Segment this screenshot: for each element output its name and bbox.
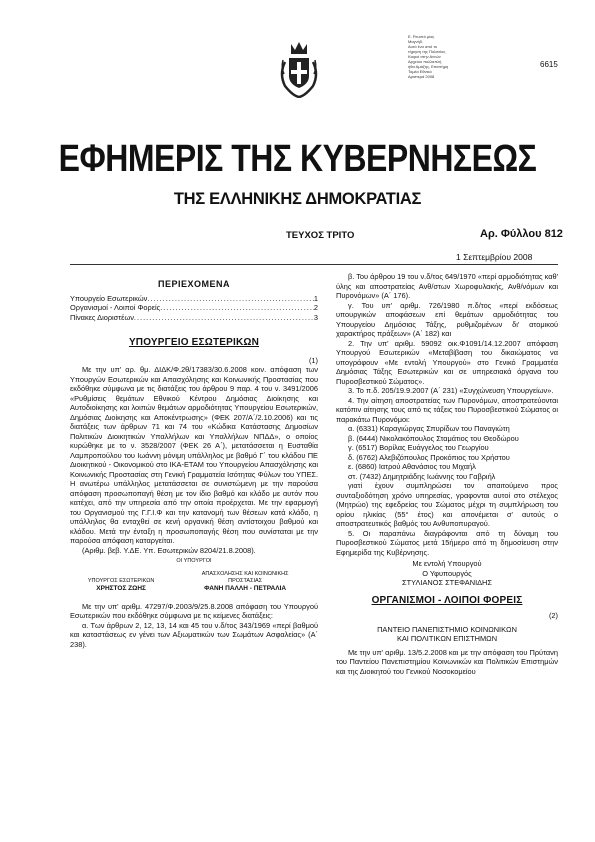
list-item: γ. (6517) Βορίλας Ευάγγελος του Γεωργίου — [348, 443, 489, 452]
order-line: Με εντολή Υπουργού — [412, 559, 482, 568]
decision-text: α. Των άρθρων 2, 12, 13, 14 και 45 του ν.δ/τος 343/1969 «περί βαθμού και καταστάσεως εν γένει των Αξιωματικών των Σωμάτων Ασφαλείας» (Α΄ 238). — [70, 620, 318, 649]
decision-text: 3. Το π.δ. 205/19.9.2007 (Α΄ 231) «Συγχώνευση Υπουργείων». — [348, 386, 554, 395]
decision-text: β. Του άρθρου 19 του ν.δ/τος 649/1970 «περί αρμοδιότητας καθ' ύλης και αποστρατείας Ανθ/στων Χωροφυλακής, Ανθ/νόμων και Πυρονόμων» (Α΄ 176). — [336, 272, 558, 300]
stamp-line: τήρηση της Πολιτείας — [408, 49, 446, 54]
signature-name: ΧΡΗΣΤΟΣ ΖΩΗΣ — [96, 584, 146, 592]
stamp-line: Αριστερά 2008 — [408, 74, 435, 79]
coat-of-arms-emblem — [277, 40, 321, 98]
signature-name: ΦΑΝΗ ΠΑΛΛΗ - ΠΕΤΡΑΛΙΑ — [204, 584, 287, 592]
toc-item-label: Υπουργείο Εσωτερικών — [70, 293, 148, 303]
signatures — [70, 571, 318, 592]
list-item: α. (6331) Καραγιώργας Σπυρίδων του Παναγιώτη — [348, 424, 510, 433]
stamp-line: Καιροί στην Αντών — [408, 54, 441, 59]
issue-type: ΤΕΥΧΟΣ ΤΡΙΤΟ — [286, 230, 355, 241]
printer-stamp — [408, 34, 498, 79]
gazette-title: ΕΦΗΜΕΡΙΣ ΤΗΣ ΚΥΒΕΡΝΗΣΕΩΣ — [58, 136, 537, 180]
toc-title: ΠΕΡΙΕΧΟΜΕΝΑ — [157, 279, 230, 289]
stamp-line: Μαγνήδ. — [408, 39, 424, 44]
toc-item[interactable] — [70, 303, 318, 313]
decision-text: Με την υπ' αρ. θμ. ΔΙΔΚ/Φ.2θ/17383/30.6.2008 κοιν. απόφαση των Υπουργών Εσωτερικών και Απασχόλησης και Κοινωνικής Προστασίας που εκδόθηκε σύμφωνα με τις διατάξεις του άρθρου 9 παρ. 4 του ν. 3491/2006 «Ρυθμίσεις θεμάτων Εθνικού Κέντρου Δημόσιας Διοίκησης και Αυτοδιοίκησης και λοιπών θεμάτων αρμοδιότητας Υπουργείου Εσωτερικών, Δημόσιας Διοίκησης και Αποκέντρωσης» (ΦΕΚ 207/Α΄/2.10.2006) και τις διατάξεις των άρθρων 71 και 74 του «Κώδικα Κατάστασης Δημοσίων Πολιτικών Διοικητικών Υπαλλήλων και Υπαλλήλων ΝΠΔΔ», ο οποίος κυρώθηκε με το ν. 3528/2007 (ΦΕΚ 26 Α΄), μετατάσσεται η Ευσταθία Λαμπροπούλου του Ιωάννη μόνιμη υπάλληλος με βαθμό Γ΄ του κλάδου ΠΕ Διοικητικού - Οικονομικού στο ΙΚΑ-ΕΤΑΜ του Υπουργείου Απασχόλησης και Κοινωνικής Προστασίας στη Γενική Γραμματεία Ισότητας Φύλων του ΥΠΕΣ. Η ανωτέρω υπάλληλος μετατάσσεται σε συνιστώμενη με την παρούσα απόφαση προσωποπαγή θέση με τον ίδιο βαθμό και κλάδο με αυτόν που κατέχει, από την υπηρεσία από την οποία προέρχεται. Με την εφαρμογή του Οργανισμού της Γ.Γ.Ι.Φ και την κατανομή των θέσεων κατά κλάδο, η υπάλληλος θα ενταχθεί σε κενή οργανική θέση αντίστοιχου βαθμού και κλάδου. Μετά την ένταξη η προσωποπαγής θέση που συνίσταται με την παρούσα απόφαση καταργείται. — [70, 365, 318, 545]
toc-item-label: Πίνακες Διοριστέων — [70, 312, 134, 322]
decision-number: (1) — [308, 355, 318, 365]
issue-date: 1 Σεπτεμβρίου 2008 — [456, 252, 533, 262]
sheet-number: Αρ. Φύλλου 812 — [480, 228, 563, 240]
signature-role: ΥΠΟΥΡΓΟΣ ΕΣΩΤΕΡΙΚΩΝ — [87, 577, 155, 584]
section-heading: ΟΡΓΑΝΙΣΜΟΙ - ΛΟΙΠΟΙ ΦΟΡΕΙΣ — [371, 594, 523, 606]
toc-item-page: 3 — [313, 312, 318, 322]
decision-text: γ. Του υπ' αριθμ. 726/1980 π.δ/τος «περί εκδόσεως υπουργικών αποφάσεων επί θεμάτων αρμοδιότητας του Υπουργείου Δημόσιας Τάξης, ρυθμιζομένων δι' ατομικού χαρακτήρος πράξεων» (Α΄ 182) και — [336, 300, 558, 338]
toc-item-page: 1 — [313, 293, 318, 303]
decision-reference: (Αριθμ. βεβ. Υ.ΔΕ. Υπ. Εσωτερικών 8204/21.8.2008). — [82, 545, 256, 555]
stamp-line: Αυτό ένα από το — [408, 44, 438, 49]
decision-text: γιατί έχουν συμπληρώσει τον απαιτούμενο προς συνταξιοδότηση χρόνο υπηρεσίας, γραφονται αυτοί στο στέλεχος (Μητρώο) της εφεδρείας του Σώματος μέχρι τη συμπλήρωση του ορίου ηλικίας (55° έτος) και απονέμεται σ' αυτούς ο αποστρατευτικός βαθμός του Ανθυποπυραγού. — [336, 481, 558, 528]
deputy-title: Ο Υφυπουργός — [422, 568, 472, 578]
ministry-heading: ΥΠΟΥΡΓΕΙΟ ΕΣΩΤΕΡΙΚΩΝ — [128, 337, 260, 348]
signature-role: ΑΠΑΣΧΟΛΗΣΗΣ ΚΑΙ ΚΟΙΝΩΝΙΚΗΣ ΠΡΟΣΤΑΣΙΑΣ — [201, 570, 289, 584]
header-divider — [70, 264, 558, 265]
decision-number: (2) — [548, 611, 558, 620]
list-item: ε. (6860) Ιατρού Αθανάσιος του Μιχαήλ — [348, 462, 476, 471]
toc-item-page: 2 — [313, 303, 318, 312]
stamp-line: Τομέα Εθνικό — [408, 69, 432, 74]
decision-text: 4. Την αίτηση αποστρατείας των Πυρονόμων, αποστρατεύονται κατόπιν αίτησης τους από τις τάξεις του Πυροσβεστικού Σώματος οι παρακάτω Πυρονόμοι: — [336, 395, 558, 424]
university-heading: ΠΑΝΤΕΙΟ ΠΑΝΕΠΙΣΤΗΜΙΟ ΚΟΙΝΩΝΙΚΩΝ ΚΑΙ ΠΟΛΙΤΙΚΩΝ ΕΠΙΣΤΗΜΩΝ — [377, 624, 517, 643]
decision-text: Με την υπ' αριθμ. 13/5.2.2008 και με την απόφαση του Πρύτανη του Παντείου Πανεπιστημίου Κοινωνικών και Πολιτικών Επιστημών και της Διοικητού του Γενικού Νοσοκομείου — [336, 647, 558, 676]
decision-text: 2. Την υπ' αριθμ. 59092 οικ.Φ1091/14.12.2007 απόφαση Υπουργού Εσωτερικών «Μεταβίβαση του δικαιώματος να υπογράφουν «Με εντολή Υπουργού» στο Γενικό Γραμματέα Δημόσιας Τάξης Εσωτερικών και σε υπηρεσιακά όργανα του Πυροσβεστικού Σώματος». — [336, 338, 558, 386]
stamp-line: Ε. Ρευστό μίας — [408, 34, 435, 39]
stamp-line: ήθα Αμάξης, Επιστήμη — [408, 64, 449, 69]
page-number: 6615 — [540, 60, 558, 69]
right-column — [336, 272, 558, 676]
stamp-line: Αρχείου πολλαπλή — [408, 59, 442, 64]
signer-name: ΣΤΥΛΙΑΝΟΣ ΣΤΕΦΑΝΙΔΗΣ — [402, 578, 492, 587]
signature-block — [190, 571, 300, 592]
toc-item[interactable] — [70, 294, 318, 304]
decision-text: Με την υπ' αριθμ. 47297/Φ.2003/9/25.8.2008 απόφαση του Υπουργού Εσωτερικών που εκδόθηκε σύμφωνα με τις κείμενες διατάξεις: — [70, 601, 318, 620]
list-item: δ. (6762) Αλεβιζόπουλος Προκόπιος του Χρήστου — [348, 452, 510, 462]
gazette-subtitle: ΤΗΣ ΕΛΛΗΝΙΚΗΣ ΔΗΜΟΚΡΑΤΙΑΣ — [173, 190, 422, 208]
list-item: στ. (7432) Δημητριάδης Ιωάννης του Γαβριήλ — [348, 471, 496, 481]
decision-text: 5. Οι παραπάνω διαγράφονται από τη δύναμη του Πυροσβεστικού Σώματος μετά 15ήμερο από τη δημοσίευση στην Εφημερίδα της Κυβέρνησης. — [336, 528, 558, 557]
left-column — [70, 280, 318, 649]
ministers-label: ΟΙ ΥΠΟΥΡΓΟΙ — [176, 558, 212, 564]
list-item: β. (6444) Νικολακόπουλος Σταμάτιος του Θεοδώρου — [348, 433, 519, 443]
toc-item[interactable] — [70, 313, 318, 323]
toc-item-label: Οργανισμοί - Λοιποί Φορείς — [70, 303, 161, 312]
signature-block — [88, 571, 154, 592]
